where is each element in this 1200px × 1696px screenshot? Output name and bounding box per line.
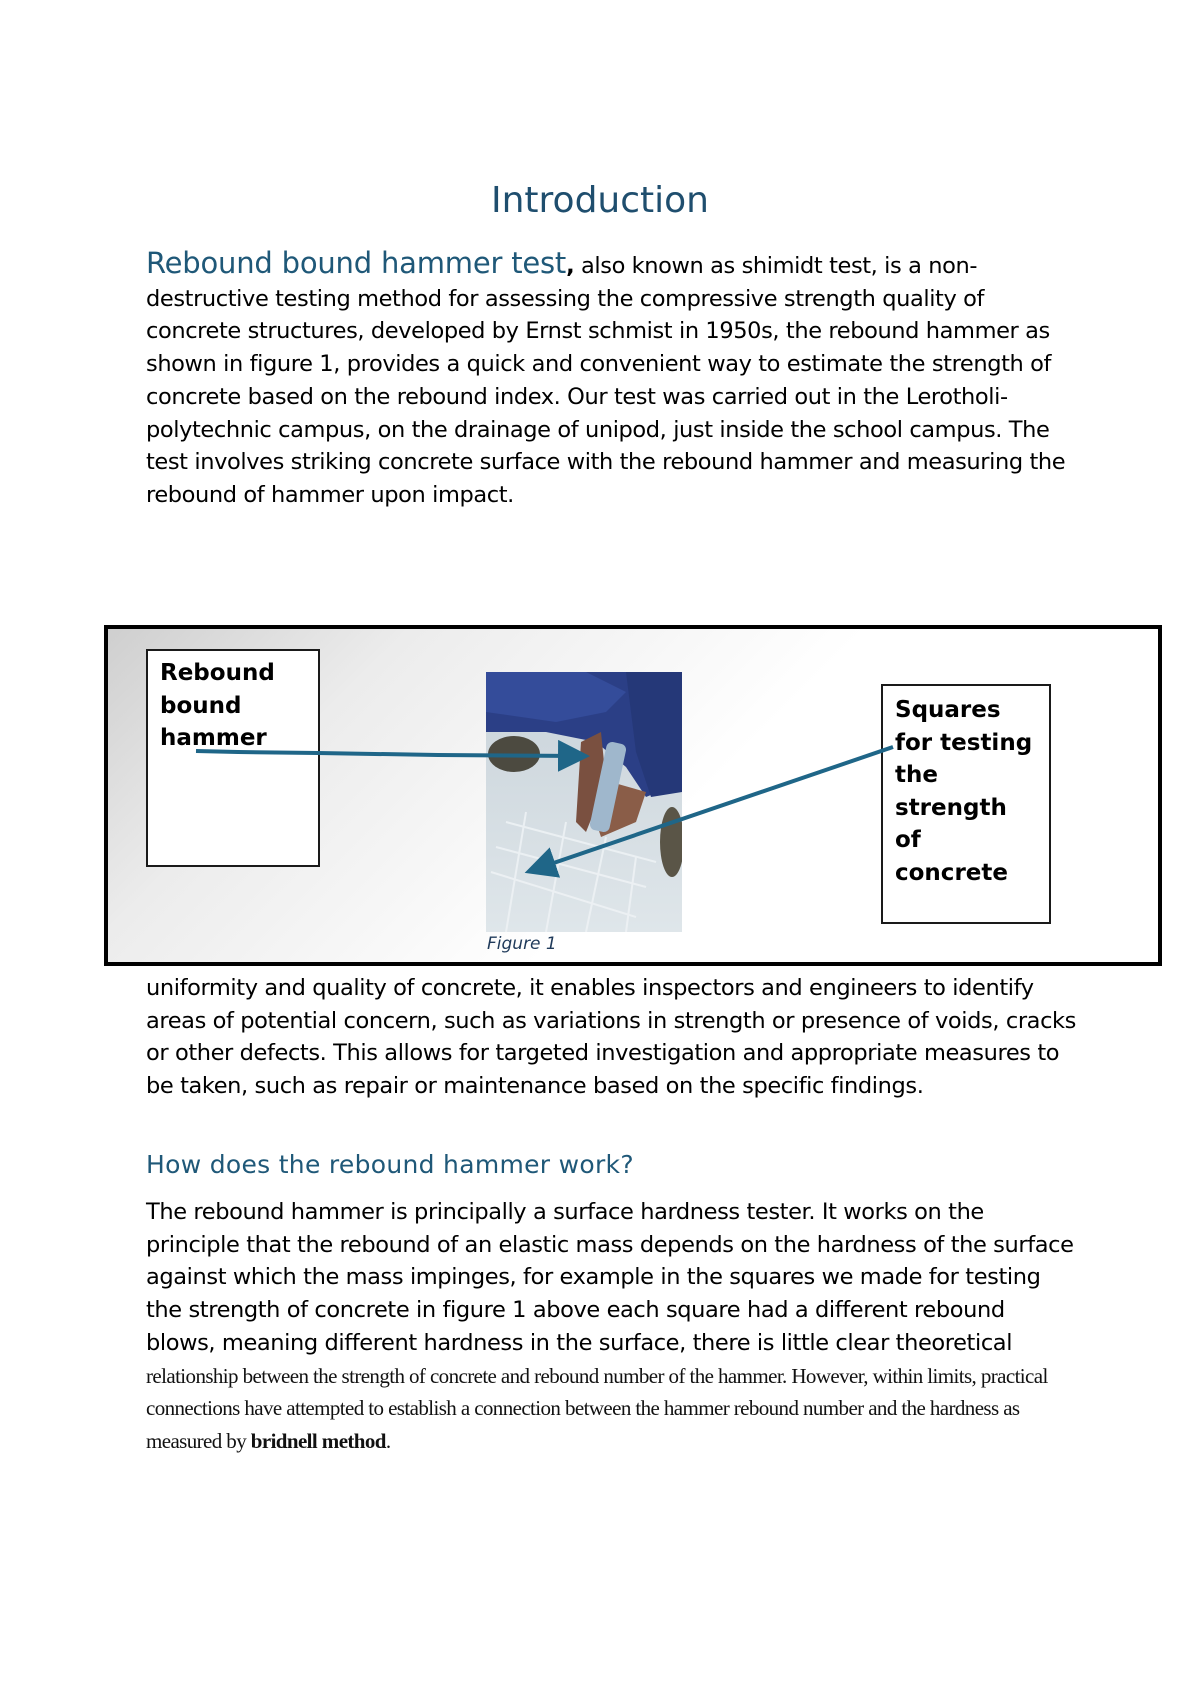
callout-rebound-hammer: Rebound bound hammer	[146, 649, 320, 867]
intro-paragraph	[146, 247, 1076, 512]
how-it-works-text: The rebound hammer is principally a surface hardness tester. It works on the principle that the rebound of an elastic mass depends on the hardness of the surface against which the mass impinges, for example in the squares we made for testing the strength of concrete in figure 1 above each square had a different rebound blows, meaning different hardness in the surface, there is little clear theoretical	[146, 1199, 1074, 1356]
intro-lead-punct: ,	[566, 253, 575, 279]
intro-lead-term: Rebound bound hammer test	[146, 246, 567, 280]
how-it-works-serif-text: relationship between the strength of concrete and rebound number of the hammer. However, within limits, practical connections have attempted to establish a connection between the hammer rebound number and the hardness as measured by	[146, 1363, 1048, 1453]
callout-test-squares: Squares for testing the strength of concrete	[881, 684, 1051, 924]
paragraph-how-it-works	[146, 1196, 1076, 1458]
section-heading-how-it-works: How does the rebound hammer work?	[146, 1150, 634, 1179]
paragraph-uniformity: uniformity and quality of concrete, it enables inspectors and engineers to identify areas of potential concern, such as variations in strength or presence of voids, cracks or other defects. This allows for targeted investigation and appropriate measures to be taken, such as repair or maintenance based on the specific findings.	[146, 975, 1076, 1100]
figure-1-frame	[104, 625, 1162, 966]
page-title: Introduction	[490, 180, 709, 221]
figure-1-photo	[486, 672, 682, 932]
intro-text: also known as shimidt test, is a non-destructive testing method for assessing the compressive strength quality of concrete structures, developed by Ernst schmist in 1950s, the rebound hammer as shown in figure 1, provides a quick and convenient way to estimate the strength of concrete based on the rebound index. Our test was carried out in the Lerotholi-polytechnic campus, on the drainage of unipod, just inside the school campus. The test involves striking concrete surface with the rebound hammer and measuring the rebound of hammer upon impact.	[146, 253, 1066, 508]
how-it-works-end: .	[385, 1428, 391, 1453]
bridnell-method-term: bridnell method	[250, 1428, 386, 1453]
photo-rebound-hammer-test-image	[486, 672, 682, 932]
figure-1-caption: Figure 1	[487, 934, 557, 954]
